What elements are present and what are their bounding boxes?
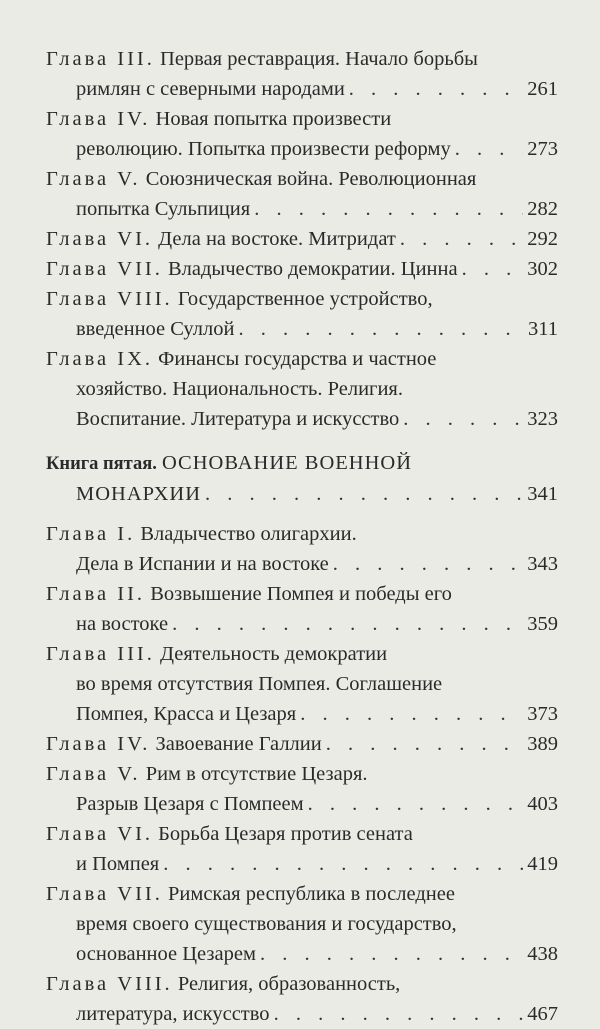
chapter-title-line: во время отсутствия Помпея. Соглашение — [76, 673, 443, 695]
toc-entry-line — [46, 939, 558, 969]
toc-entry-line — [46, 404, 558, 434]
chapter-label: Глава I. — [46, 523, 136, 545]
toc-entry — [46, 519, 558, 579]
chapter-title-line: Возвышение Помпея и победы его — [150, 583, 452, 605]
page-number: 292 — [527, 228, 558, 250]
chapter-label: Глава VIII. — [46, 973, 173, 995]
chapter-title-line: Религия, образованность, — [177, 973, 401, 995]
page-number: 273 — [527, 138, 558, 160]
leader-dots — [296, 699, 523, 729]
chapters-after — [46, 519, 558, 1029]
page-number: 311 — [528, 318, 558, 340]
chapter-title-line: Разрыв Цезаря с Помпеем — [76, 793, 304, 815]
chapter-label: Глава V. — [46, 763, 141, 785]
chapter-label: Глава III. — [46, 48, 155, 70]
page-number: 302 — [527, 258, 558, 280]
chapter-label: Глава VII. — [46, 258, 163, 280]
page-number: 403 — [527, 793, 558, 815]
leader-dots — [234, 314, 524, 344]
chapter-title-line: время своего существования и государство, — [76, 913, 457, 935]
page-number: 373 — [527, 703, 558, 725]
toc-entry-line — [46, 639, 558, 669]
leader-dots — [159, 849, 523, 879]
chapter-label: Глава II. — [46, 583, 146, 605]
page-number: 359 — [527, 613, 558, 635]
chapter-title-line: Борьба Цезаря против сената — [158, 823, 413, 845]
chapter-title-line: Воспитание. Литература и искусство — [76, 408, 400, 430]
leader-dots — [329, 549, 523, 579]
chapter-title-line: Завоевание Галлии — [155, 733, 322, 755]
leader-dots — [399, 404, 523, 434]
chapter-title-line: литература, искусство — [76, 1003, 270, 1025]
page-number: 438 — [527, 943, 558, 965]
leader-dots — [256, 939, 523, 969]
chapter-title-line: на востоке — [76, 613, 169, 635]
chapter-title-line: Финансы государства и частное — [158, 348, 437, 370]
chapter-title-line: Государственное устройство, — [177, 288, 433, 310]
toc-entry-line — [46, 849, 558, 879]
book-title-line: МОНАРХИИ — [76, 483, 202, 505]
leader-dots — [304, 789, 524, 819]
chapter-title-line: Владычество демократии. Цинна — [167, 258, 458, 280]
toc-entry — [46, 639, 558, 729]
toc-entry — [46, 879, 558, 969]
leader-dots — [250, 194, 523, 224]
chapter-label: Глава IV. — [46, 108, 151, 130]
toc-entry — [46, 254, 558, 284]
table-of-contents — [46, 44, 558, 1029]
chapter-title-line: Первая реставрация. Начало борьбы — [160, 48, 478, 70]
book-heading-line — [46, 479, 558, 509]
page-number: 419 — [527, 853, 558, 875]
book-heading — [46, 448, 558, 509]
chapter-label: Глава IX. — [46, 348, 154, 370]
toc-entry-line — [46, 374, 558, 404]
toc-entry-line — [46, 74, 558, 104]
chapter-title-line: Дела в Испании и на востоке — [76, 553, 329, 575]
toc-entry-line — [46, 164, 558, 194]
toc-entry-line — [46, 549, 558, 579]
toc-entry — [46, 729, 558, 759]
book-heading-line — [46, 448, 558, 479]
chapter-label: Глава VI. — [46, 228, 154, 250]
chapter-title-line: Дела на востоке. Митридат — [158, 228, 396, 250]
page-number: 341 — [527, 483, 558, 505]
toc-entry-line — [46, 759, 558, 789]
leader-dots — [270, 999, 524, 1029]
chapter-title-line: Римская республика в последнее — [167, 883, 455, 905]
toc-entry — [46, 579, 558, 639]
toc-entry-line — [46, 609, 558, 639]
toc-entry-line — [46, 104, 558, 134]
toc-entry-line — [46, 519, 558, 549]
leader-dots — [451, 134, 524, 164]
chapter-label: Глава V. — [46, 168, 141, 190]
page-number: 282 — [527, 198, 558, 220]
chapter-title-line: и Помпея — [76, 853, 160, 875]
chapter-title-line: римлян с северными народами — [76, 78, 345, 100]
toc-entry-line — [46, 284, 558, 314]
chapter-label: Глава IV. — [46, 733, 151, 755]
chapter-title-line: Рим в отсутствие Цезаря. — [145, 763, 368, 785]
toc-entry-line — [46, 344, 558, 374]
toc-entry-line — [46, 194, 558, 224]
leader-dots — [345, 74, 523, 104]
toc-entry-line — [46, 314, 558, 344]
toc-entry-line — [46, 224, 558, 254]
chapter-title-line: Деятельность демократии — [160, 643, 388, 665]
toc-entry-line — [46, 879, 558, 909]
toc-entry — [46, 284, 558, 344]
chapter-title-line: основанное Цезарем — [76, 943, 256, 965]
chapter-title-line: хозяйство. Национальность. Религия. — [76, 378, 403, 400]
toc-entry-line — [46, 579, 558, 609]
toc-entry-line — [46, 999, 558, 1029]
chapter-label: Глава VIII. — [46, 288, 173, 310]
toc-entry-line — [46, 699, 558, 729]
leader-dots — [458, 254, 524, 284]
page-number: 343 — [527, 553, 558, 575]
toc-entry-line — [46, 969, 558, 999]
book-title-line: ОСНОВАНИЕ ВОЕННОЙ — [162, 452, 412, 474]
toc-entry — [46, 224, 558, 254]
chapter-label: Глава VII. — [46, 883, 163, 905]
page-number: 323 — [527, 408, 558, 430]
leader-dots — [201, 479, 523, 509]
chapter-title-line: введенное Суллой — [76, 318, 235, 340]
toc-entry-line — [46, 44, 558, 74]
toc-entry-line — [46, 669, 558, 699]
chapter-title-line: Новая попытка произвести — [155, 108, 392, 130]
toc-entry — [46, 819, 558, 879]
chapter-title-line: Союзническая война. Революционная — [145, 168, 477, 190]
chapters-before — [46, 44, 558, 434]
page-number: 389 — [527, 733, 558, 755]
chapter-title-line: Владычество олигархии. — [140, 523, 357, 545]
toc-entry-line — [46, 254, 558, 284]
toc-entry-line — [46, 789, 558, 819]
toc-entry — [46, 44, 558, 104]
chapter-label: Глава VI. — [46, 823, 154, 845]
toc-entry-line — [46, 909, 558, 939]
toc-entry-line — [46, 819, 558, 849]
book-label: Книга пятая. — [46, 454, 157, 474]
chapter-title-line: революцию. Попытка произвести реформу — [76, 138, 451, 160]
page-number: 467 — [527, 1003, 558, 1025]
toc-entry — [46, 969, 558, 1029]
toc-entry — [46, 759, 558, 819]
chapter-title-line: попытка Сульпиция — [76, 198, 251, 220]
toc-entry — [46, 344, 558, 434]
toc-entry — [46, 164, 558, 224]
chapter-title-line: Помпея, Красса и Цезаря — [76, 703, 297, 725]
toc-entry-line — [46, 134, 558, 164]
page-number: 261 — [527, 78, 558, 100]
leader-dots — [168, 609, 523, 639]
toc-entry-line — [46, 729, 558, 759]
leader-dots — [322, 729, 524, 759]
toc-entry — [46, 104, 558, 164]
chapter-label: Глава III. — [46, 643, 155, 665]
leader-dots — [396, 224, 523, 254]
